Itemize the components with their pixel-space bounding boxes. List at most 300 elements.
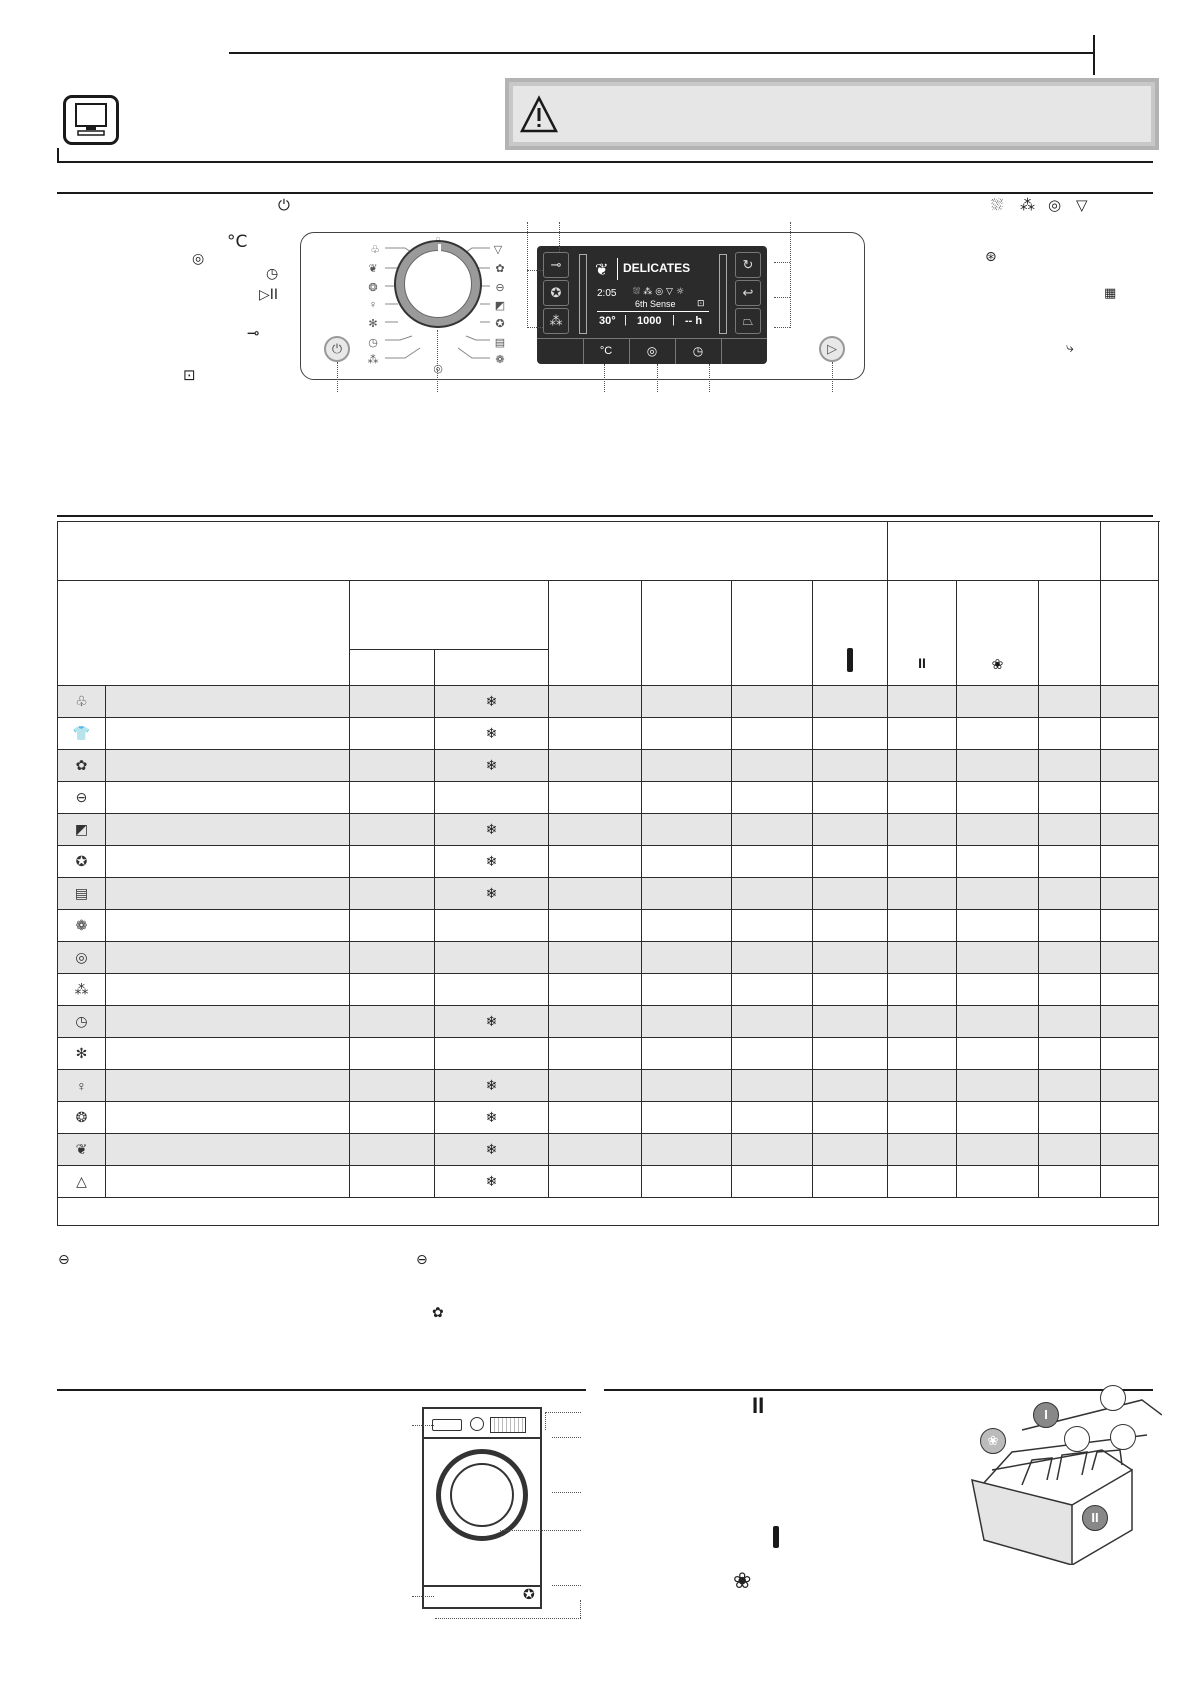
display-program-name: DELICATES (623, 261, 691, 275)
table-cell (350, 910, 435, 942)
table-row (58, 718, 1159, 750)
table-cell (1101, 718, 1159, 750)
dispenser-badge-prewash: I (1033, 1402, 1059, 1428)
table-cell (106, 686, 350, 718)
table-cell (1039, 1070, 1101, 1102)
table-cell (813, 942, 888, 974)
rinse-spin-icon: ⁂ (58, 974, 106, 1006)
table-cell (1039, 750, 1101, 782)
display-title-divider (617, 258, 618, 280)
cold-15-icon: ✻ (58, 1038, 106, 1070)
table-cell (350, 718, 435, 750)
cold-wash-snowflake-icon: ❄ (435, 718, 549, 750)
table-cell (888, 1134, 957, 1166)
table-cell (957, 782, 1039, 814)
table-cell (642, 942, 732, 974)
delay-start-icon: ◷ (266, 266, 279, 282)
table-header-col11 (1039, 581, 1101, 686)
cold-wash-snowflake-icon (435, 910, 549, 942)
program-synthetics-icon: ◩ (494, 300, 506, 312)
table-row (58, 942, 1159, 974)
display-right-bar (719, 254, 727, 334)
dispenser-badge-top (1100, 1385, 1126, 1411)
table-cell (732, 718, 813, 750)
table-header-col12 (1101, 581, 1159, 686)
table-cell (106, 878, 350, 910)
table-header-temp-a (350, 650, 435, 686)
rinse-button[interactable]: ⁂ (543, 308, 569, 334)
table-cell (350, 942, 435, 974)
table-cell (957, 1134, 1039, 1166)
table-cell (957, 686, 1039, 718)
table-cell (1101, 878, 1159, 910)
table-cell (549, 814, 642, 846)
table-cell (1039, 1134, 1101, 1166)
table-cell (888, 1070, 957, 1102)
table-cell (813, 1038, 888, 1070)
repeat-button[interactable]: ↩ (735, 280, 761, 306)
table-cell (350, 846, 435, 878)
table-cell (732, 1038, 813, 1070)
eco-cotton-icon: ⊖ (58, 782, 106, 814)
table-cell (1039, 878, 1101, 910)
cotton-icon: ✿ (58, 750, 106, 782)
footnote-cotton-icon: ✿ (432, 1305, 444, 1321)
table-cell (813, 750, 888, 782)
table-cell (957, 750, 1039, 782)
table-cell (350, 878, 435, 910)
refresh-button[interactable]: ↻ (735, 252, 761, 278)
table-row (58, 686, 1159, 718)
program-linen-icon: ▤ (494, 337, 506, 349)
table-cell (813, 1070, 888, 1102)
table-cell (957, 1166, 1039, 1198)
table-section-rule (57, 515, 1153, 517)
table-cell (888, 782, 957, 814)
table-cell (1039, 718, 1101, 750)
table-header-col5 (549, 581, 642, 686)
table-cell (1101, 750, 1159, 782)
program-rapid-icon: ◷ (368, 337, 378, 349)
table-cell (549, 1134, 642, 1166)
table-cell (106, 814, 350, 846)
display-delay-button[interactable]: ◷ (675, 339, 722, 364)
table-cell (813, 1102, 888, 1134)
table-cell (957, 1006, 1039, 1038)
main-wash-detergent-header: II (888, 581, 957, 686)
table-cell (957, 942, 1039, 974)
display-temp-button[interactable]: °C (583, 339, 630, 364)
display-drawer-icon: ⊡ (697, 299, 705, 309)
steam-button[interactable]: ✪ (543, 280, 569, 306)
table-cell (888, 686, 957, 718)
header-bottom-rule (57, 161, 1153, 163)
table-cell (549, 942, 642, 974)
display-temperature: 30° (599, 315, 616, 327)
table-cell (813, 782, 888, 814)
table-cell (549, 750, 642, 782)
table-cell (549, 878, 642, 910)
table-cell (1101, 814, 1159, 846)
program-colours-icon: ✪ (495, 318, 505, 330)
program-cotton-icon: ✿ (495, 263, 505, 275)
table-cell (549, 718, 642, 750)
table-cell (642, 718, 732, 750)
table-cell (1039, 1102, 1101, 1134)
table-cell (106, 750, 350, 782)
display-screen (537, 246, 767, 364)
rapid-30-icon: ◷ (58, 1006, 106, 1038)
table-cell (957, 1038, 1039, 1070)
table-cell (350, 814, 435, 846)
table-cell (642, 846, 732, 878)
dispenser-badge-middle (1064, 1426, 1090, 1452)
table-cell (888, 718, 957, 750)
refresh-icon: ❁ (58, 910, 106, 942)
spin-phase-icon: ◎ (1048, 196, 1062, 214)
table-cell (106, 974, 350, 1006)
table-cell (957, 1102, 1039, 1134)
table-cell (888, 910, 957, 942)
dispenser-badge-right (1110, 1424, 1136, 1450)
program-refresh-icon: ❁ (495, 354, 505, 366)
program-shirt-icon: ▽ (493, 244, 503, 256)
table-cell (350, 1070, 435, 1102)
main-wash-compartment-label: II (752, 1393, 765, 1418)
table-cell (1039, 910, 1101, 942)
table-cell (813, 1134, 888, 1166)
table-cell (1039, 686, 1101, 718)
table-cell (732, 846, 813, 878)
table-header-extra (1101, 522, 1159, 581)
warning-triangle-icon (519, 95, 559, 135)
cold-wash-snowflake-icon: ❄ (435, 878, 549, 910)
program-wool-icon: ❂ (368, 282, 378, 294)
table-cell (642, 750, 732, 782)
table-cell (1101, 846, 1159, 878)
table-cell (732, 1134, 813, 1166)
table-cell (549, 1166, 642, 1198)
mixed-icon: ♧ (58, 686, 106, 718)
program-selector-knob-center (404, 250, 472, 318)
table-cell (732, 942, 813, 974)
table-cell (549, 910, 642, 942)
table-cell (642, 782, 732, 814)
monitor-icon (63, 95, 119, 145)
table-cell (1039, 846, 1101, 878)
table-cell (350, 686, 435, 718)
table-cell (549, 1006, 642, 1038)
prewash-compartment-label (773, 1526, 779, 1548)
drawer-icon: ⊡ (183, 366, 196, 384)
cold-wash-snowflake-icon (435, 1038, 549, 1070)
table-cell (813, 718, 888, 750)
bed-linen-icon: ▤ (58, 878, 106, 910)
table-cell (1039, 1166, 1101, 1198)
machine-section-rule (57, 1389, 586, 1391)
cold-wash-snowflake-icon: ❄ (435, 814, 549, 846)
machine-display (490, 1417, 526, 1433)
table-cell (732, 1166, 813, 1198)
table-cell (732, 974, 813, 1006)
table-cell (813, 910, 888, 942)
table-cell (732, 814, 813, 846)
table-cell (549, 1102, 642, 1134)
table-cell (957, 910, 1039, 942)
table-cell (549, 974, 642, 1006)
cold-wash-snowflake-icon (435, 974, 549, 1006)
table-cell (1101, 686, 1159, 718)
key-lock-button[interactable]: ⊸ (543, 252, 569, 278)
table-cell (106, 1166, 350, 1198)
table-header-program (58, 581, 350, 686)
table-row (58, 846, 1159, 878)
table-cell (642, 1134, 732, 1166)
table-cell (106, 1134, 350, 1166)
spin-icon: ◎ (192, 251, 205, 267)
table-cell (549, 686, 642, 718)
delicates-icon: ❦ (58, 1134, 106, 1166)
table-cell (888, 1038, 957, 1070)
table-cell (957, 846, 1039, 878)
program-eco-icon: ⊖ (495, 282, 505, 294)
program-rinse-icon: ⁂ (367, 354, 379, 366)
program-selector-knob[interactable] (394, 240, 482, 328)
table-cell (1101, 974, 1159, 1006)
silk-icon: ♀ (58, 1070, 106, 1102)
table-cell (642, 1102, 732, 1134)
cold-wash-snowflake-icon (435, 942, 549, 974)
table-cell (350, 1006, 435, 1038)
prewash-detergent-header (813, 581, 888, 686)
softener-compartment-label: ❀ (733, 1569, 752, 1594)
power-button[interactable]: ⏻ (324, 336, 350, 362)
program-cold-icon: ✻ (368, 318, 378, 330)
table-cell (732, 1070, 813, 1102)
table-cell (957, 718, 1039, 750)
table-row (58, 814, 1159, 846)
colours-icon: ✪ (58, 846, 106, 878)
table-cell (1101, 910, 1159, 942)
table-cell (813, 974, 888, 1006)
display-delay: -- h (685, 315, 703, 327)
machine-filter-icon: ✪ (523, 1587, 535, 1603)
table-header-col6 (642, 581, 732, 686)
table-cell (350, 750, 435, 782)
table-header-main (58, 522, 888, 581)
table-cell (106, 718, 350, 750)
eco-icon: ⊛ (985, 249, 997, 265)
softener-header: ❀ (957, 581, 1039, 686)
cold-wash-snowflake-icon: ❄ (435, 686, 549, 718)
display-left-bar (579, 254, 587, 334)
table-cell (888, 1102, 957, 1134)
table-cell (106, 846, 350, 878)
display-bottom-btn-0[interactable] (537, 339, 584, 364)
table-row (58, 1166, 1159, 1198)
table-cell (1039, 974, 1101, 1006)
table-cell (642, 1038, 732, 1070)
wash-phase-icon: ⛆ (991, 196, 1004, 214)
table-row (58, 750, 1159, 782)
table-row (58, 1006, 1159, 1038)
program-mixed-icon: ♧ (370, 244, 380, 256)
table-cell (813, 1006, 888, 1038)
display-delicates-icon: ❦ (595, 260, 609, 279)
display-phase-icons: ⛆⁂◎▽☼ (633, 287, 688, 297)
cold-wash-snowflake-icon: ❄ (435, 1070, 549, 1102)
table-cell (642, 878, 732, 910)
power-icon: ⏻ (278, 196, 290, 214)
table-cell (1101, 1166, 1159, 1198)
table-cell (549, 782, 642, 814)
knob-indicator (438, 244, 441, 252)
table-cell (957, 974, 1039, 1006)
table-cell (1101, 1070, 1159, 1102)
table-cell (888, 846, 957, 878)
table-cell (642, 974, 732, 1006)
table-row (58, 974, 1159, 1006)
program-table (57, 521, 1159, 1226)
key-lock-icon: ⊸ (247, 324, 260, 342)
program-delicates-icon: ❦ (368, 263, 378, 275)
table-cell (642, 686, 732, 718)
table-cell (888, 942, 957, 974)
footnote-eco-icon-1: ⊖ (58, 1252, 70, 1268)
display-bottom-btn-4[interactable] (721, 339, 767, 364)
start-pause-icon: ▷II (259, 287, 279, 303)
table-cell (1039, 1006, 1101, 1038)
table-cell (106, 910, 350, 942)
table-cell (350, 1038, 435, 1070)
table-cell (106, 1038, 350, 1070)
table-cell (732, 1102, 813, 1134)
table-row (58, 1038, 1159, 1070)
spin-drain-icon: ◎ (58, 942, 106, 974)
washing-machine-drawing (422, 1407, 542, 1609)
shirt-icon: 👕 (58, 718, 106, 750)
table-cell (732, 910, 813, 942)
display-spin-button[interactable]: ◎ (629, 339, 676, 364)
table-row (58, 782, 1159, 814)
table-cell (732, 878, 813, 910)
display-sense-rule (597, 311, 709, 312)
iron-button[interactable]: ⏢ (735, 308, 761, 334)
cold-wash-snowflake-icon: ❄ (435, 846, 549, 878)
table-footer (58, 1198, 1159, 1226)
machine-knob (470, 1417, 484, 1431)
start-pause-button[interactable]: ▷ (819, 336, 845, 362)
cold-wash-snowflake-icon: ❄ (435, 1166, 549, 1198)
dispenser-badge-softener: ❀ (980, 1428, 1006, 1454)
table-cell (1101, 1006, 1159, 1038)
table-cell (957, 814, 1039, 846)
table-cell (1101, 942, 1159, 974)
table-cell (549, 846, 642, 878)
cold-wash-snowflake-icon: ❄ (435, 750, 549, 782)
table-cell (549, 1038, 642, 1070)
table-cell (732, 782, 813, 814)
table-cell (813, 878, 888, 910)
table-cell (1101, 1134, 1159, 1166)
table-cell (813, 1166, 888, 1198)
table-row (58, 910, 1159, 942)
table-cell (350, 782, 435, 814)
table-cell (1101, 1038, 1159, 1070)
header-tick (1093, 35, 1095, 75)
table-cell (732, 750, 813, 782)
table-header-detergent (888, 522, 1101, 581)
machine-drawer (432, 1419, 462, 1431)
footnote-eco-icon-2: ⊖ (416, 1252, 428, 1268)
table-cell (106, 1102, 350, 1134)
table-header-temp-b (435, 650, 549, 686)
table-cell (642, 1166, 732, 1198)
extra-rinse-icon: ▦ (1104, 286, 1117, 301)
header-left-rule (57, 148, 59, 162)
drain-phase-icon: ▽ (1076, 196, 1088, 214)
table-cell (642, 910, 732, 942)
cold-wash-snowflake-icon: ❄ (435, 1006, 549, 1038)
table-row (58, 1070, 1159, 1102)
wool-icon: ❂ (58, 1102, 106, 1134)
table-cell (350, 1166, 435, 1198)
table-cell (350, 974, 435, 1006)
table-cell (1039, 814, 1101, 846)
table-cell (106, 1006, 350, 1038)
table-cell (549, 1070, 642, 1102)
cold-wash-snowflake-icon: ❄ (435, 1102, 549, 1134)
table-cell (106, 1070, 350, 1102)
dispenser-badge-main-wash: II (1082, 1505, 1108, 1531)
table-cell (642, 1070, 732, 1102)
table-cell (350, 1134, 435, 1166)
table-cell (888, 814, 957, 846)
table-cell (1101, 782, 1159, 814)
display-time: 2:05 (597, 288, 617, 299)
table-cell (732, 1006, 813, 1038)
table-cell (888, 974, 957, 1006)
rinse-phase-icon: ⁂ (1020, 196, 1035, 214)
table-cell (813, 814, 888, 846)
table-cell (1039, 1038, 1101, 1070)
machine-door-glass (450, 1463, 514, 1527)
table-cell (888, 1166, 957, 1198)
machine-panel-line (424, 1437, 540, 1439)
table-cell (888, 878, 957, 910)
table-cell (888, 1006, 957, 1038)
table-cell (642, 1006, 732, 1038)
program-silk-icon: ♀ (368, 299, 378, 311)
warning-box (505, 78, 1159, 150)
table-cell (813, 846, 888, 878)
program-bottom-icon: ◎ (433, 363, 443, 375)
table-row (58, 1102, 1159, 1134)
synthetics-icon: ◩ (58, 814, 106, 846)
header-top-rule (229, 52, 1095, 54)
table-cell (350, 1102, 435, 1134)
temperature-icon: °C (227, 232, 248, 252)
table-cell (106, 942, 350, 974)
display-spin: 1000 (637, 315, 662, 327)
table-cell (813, 686, 888, 718)
table-cell (1039, 782, 1101, 814)
table-cell (957, 878, 1039, 910)
table-cell (957, 1070, 1039, 1102)
table-cell (1101, 1102, 1159, 1134)
cold-wash-snowflake-icon: ❄ (435, 1134, 549, 1166)
table-header-col7 (732, 581, 813, 686)
